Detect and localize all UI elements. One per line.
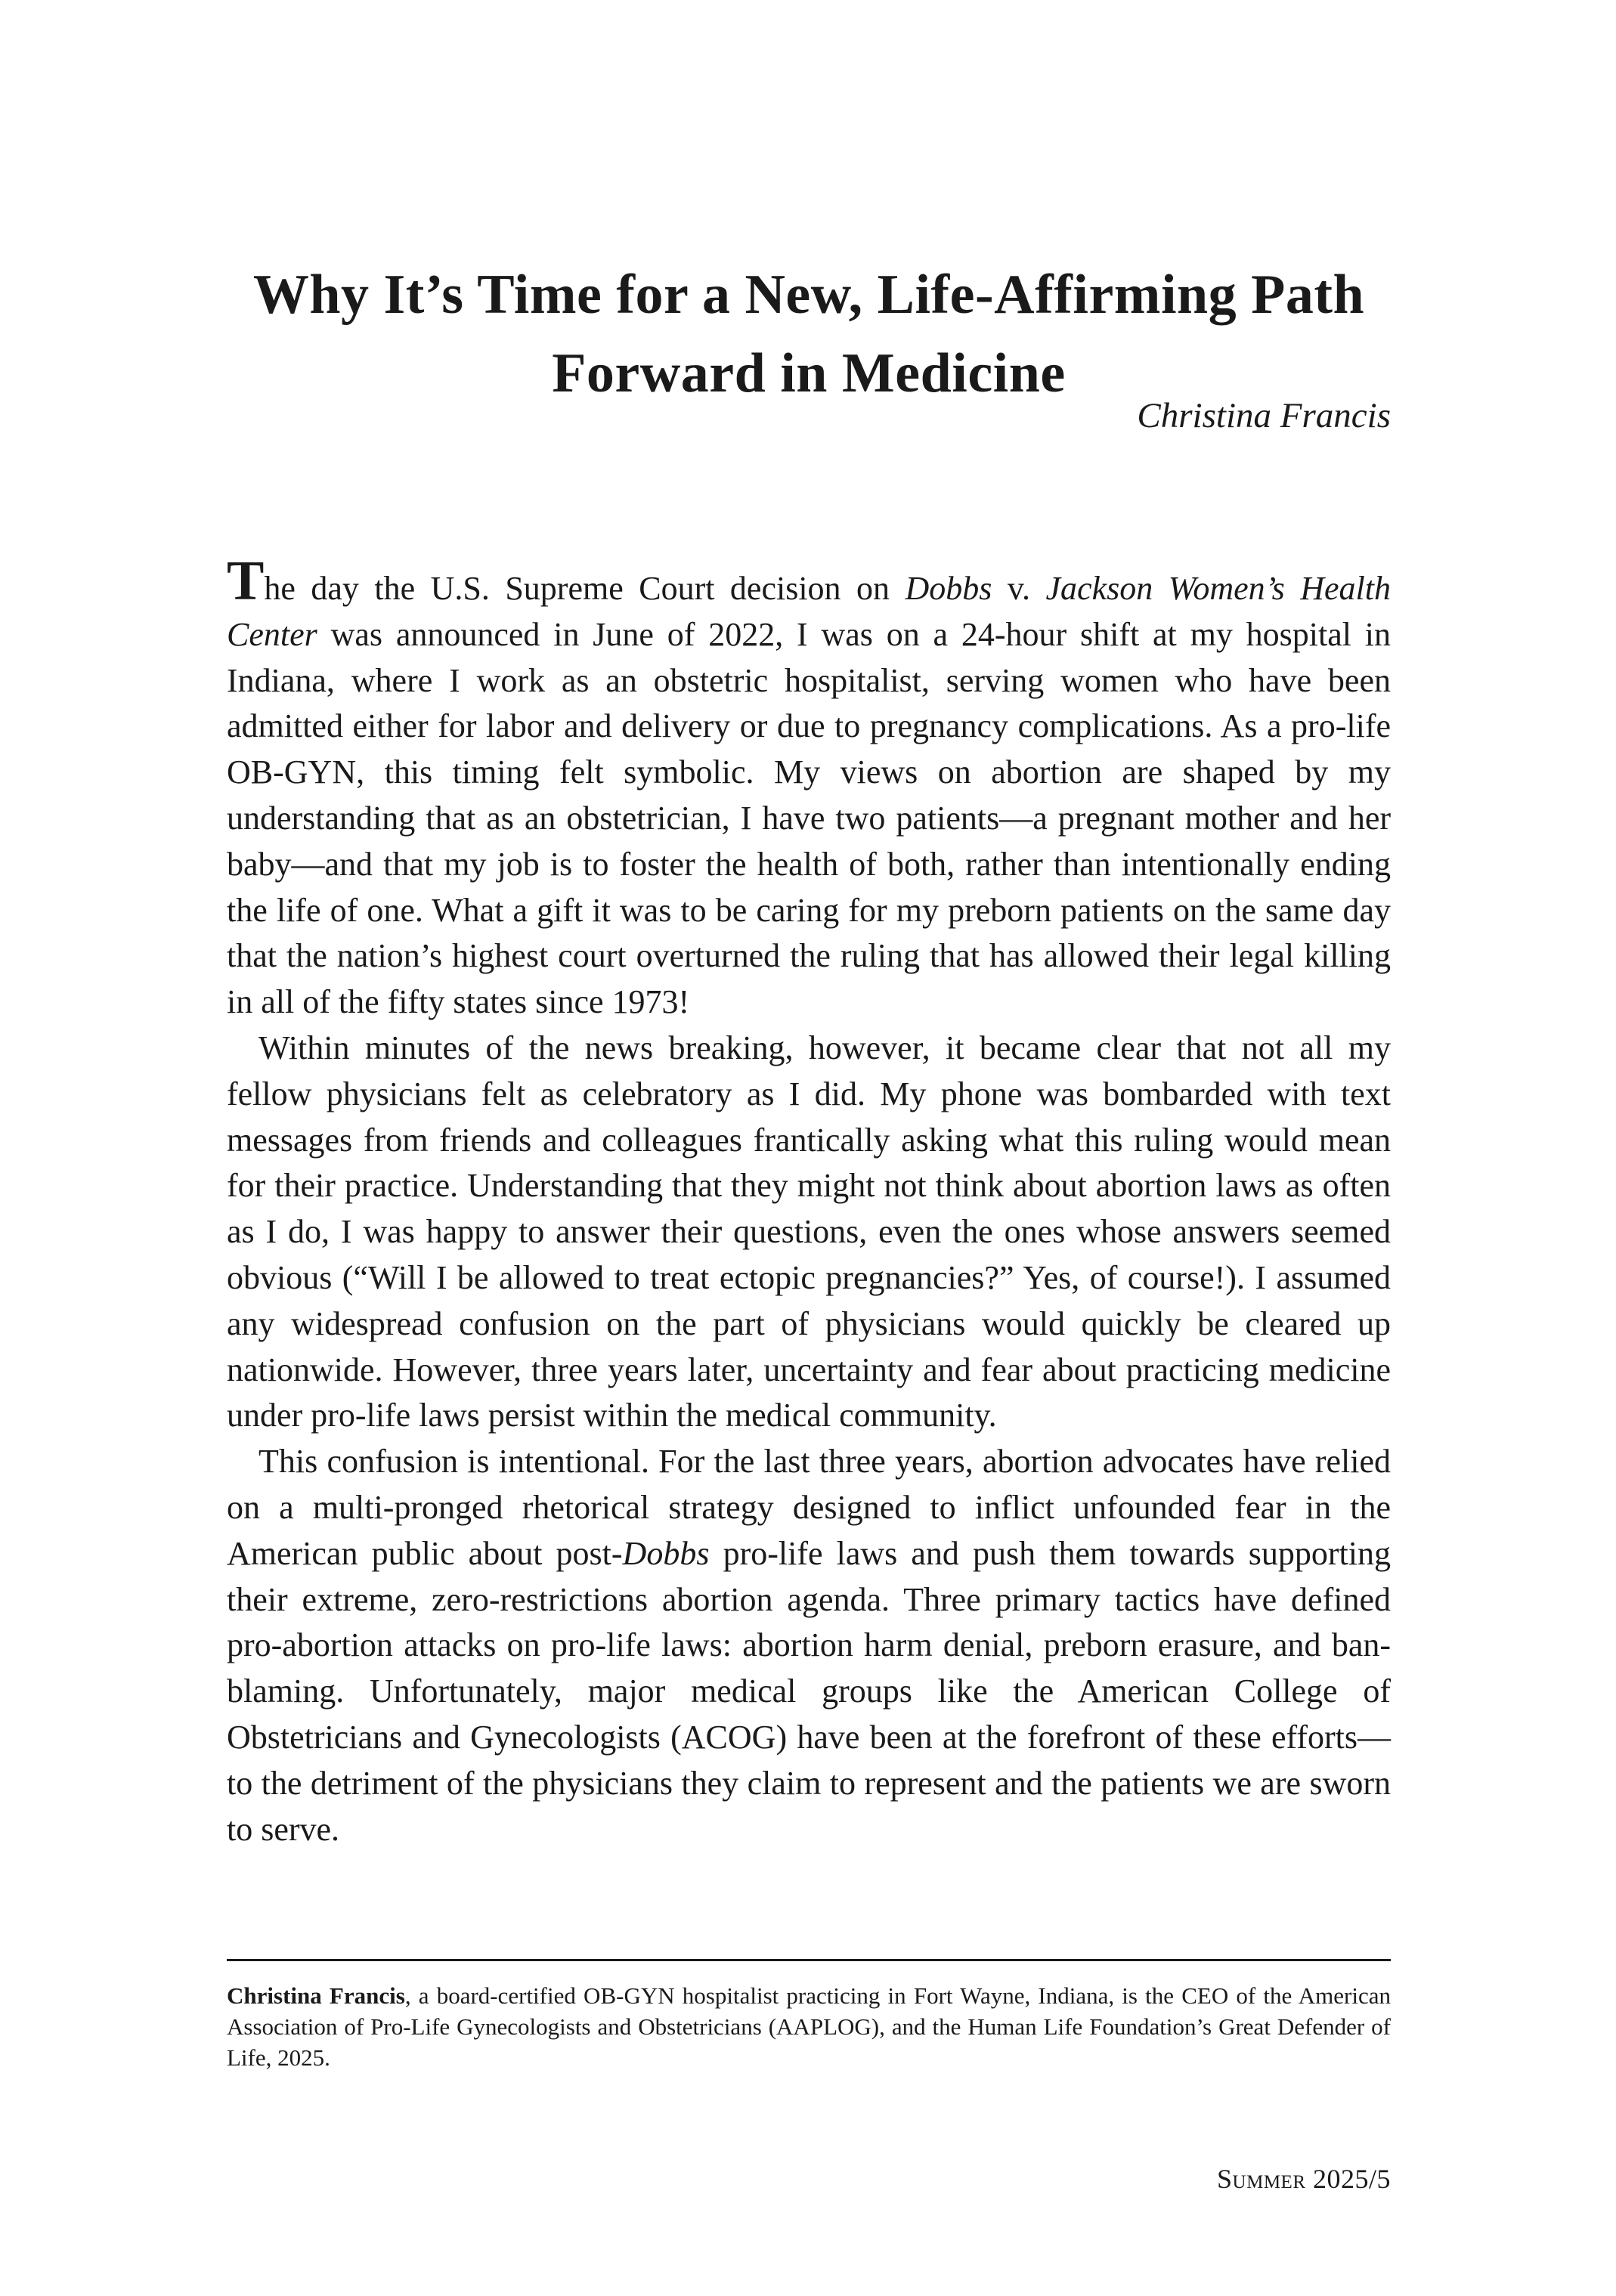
paragraph-1-text-b: v. (992, 570, 1046, 607)
case-name-dobbs: Dobbs (905, 570, 992, 607)
paragraph-3 (227, 1439, 1391, 1852)
page-folio: Summer 2025/5 (1217, 2164, 1391, 2194)
case-name-jackson: Jackson Women’s Health Center (227, 570, 1391, 653)
footnote-text: , a board-certified OB-GYN hospitalist practicing in Fort Wayne, Indiana, is the CEO of the American Association of Pro-Life Gynecologists and Obstetricians (AAPLOG), and the Human Life Foundation’s Great Defender of Life, 2025. (227, 1982, 1391, 2071)
author-footnote (227, 1980, 1391, 2073)
paragraph-3-text-b: pro-life laws and push them towards supporting their extreme, zero-restrictions abortion agenda. Three primary tactics have defined pro-abortion attacks on pro-life laws: abortion harm denial, preborn erasure, and ban-blaming. Unfortunately, major medical groups like the American College of Obstetricians and Gynecologists (ACOG) have been at the forefront of these efforts—to the detriment of the physicians they claim to represent and the patients we are sworn to serve. (227, 1534, 1391, 1848)
footnote-author-name: Christina Francis (227, 1982, 405, 2009)
paragraph-1-text-c: was announced in June of 2022, I was on a 24-hour shift at my hospital in Indiana, where I work as an obstetric hospitalist, serving women who have been admitted either for labor and delivery or due to pregnancy complications. As a pro-life OB-GYN, this timing felt symbolic. My views on abortion are shaped by my understanding that as an obstetrician, I have two patients—a pregnant mother and her baby—and that my job is to foster the health of both, rather than intentionally ending the life of one. What a gift it was to be caring for my preborn patients on the same day that the nation’s highest court overturned the ruling that has allowed their legal killing in all of the fifty states since 1973! (227, 615, 1391, 1021)
paragraph-1-text-a: he day the U.S. Supreme Court decision on (264, 570, 906, 607)
case-name-dobbs-2: Dobbs (622, 1534, 710, 1572)
paragraph-1 (227, 550, 1391, 1026)
article-body (227, 550, 1391, 1852)
drop-cap: T (227, 550, 265, 612)
article-title-line-1: Why It’s Time for a New, Life-Affirming Path (252, 263, 1365, 326)
footnote-divider (227, 1959, 1391, 1961)
article-title (227, 255, 1391, 413)
paragraph-3-text-a: This confusion is intentional. For the last three years, abortion advocates have relied on a multi-pronged rhetorical strategy designed to inflict unfounded fear in the American public about post- (227, 1443, 1391, 1572)
article-author: Christina Francis (1137, 396, 1391, 435)
paragraph-2: Within minutes of the news breaking, however, it became clear that not all my fellow physicians felt as celebratory as I did. My phone was bombarded with text messages from friends and colleagues frantically asking what this ruling would mean for their practice. Understanding that they might not think about abortion laws as often as I do, I was happy to answer their questions, even the ones whose answers seemed obvious (“Will I be allowed to treat ectopic pregnancies?” Yes, of course!). I assumed any widespread confusion on the part of physicians would quickly be cleared up nationwide. However, three years later, uncertainty and fear about practicing medicine under pro-life laws persist within the medical community. (227, 1029, 1391, 1434)
article-title-line-2: Forward in Medicine (552, 342, 1066, 404)
